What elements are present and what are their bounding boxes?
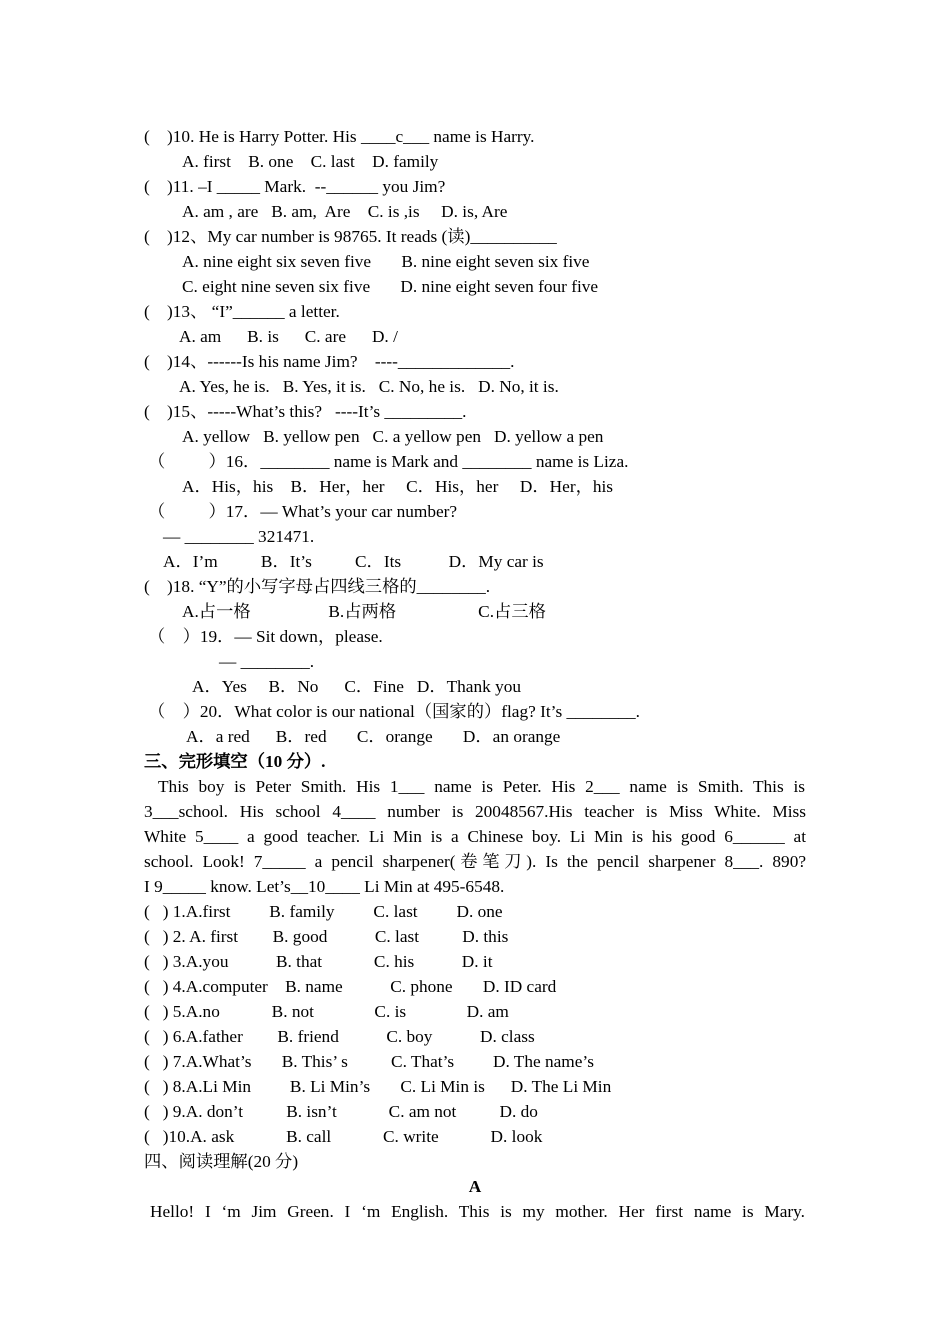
question-15: ( )15、-----What’s this? ----It’s _________. (144, 402, 467, 421)
question-18-options: A.占一格 B.占两格 C.占三格 (182, 602, 546, 621)
cloze-item-7: ( ) 7.A.What’s B. This’ s C. That’s D. The name’s (144, 1052, 594, 1071)
question-18: ( )18. “Y”的小写字母占四线三格的________. (144, 577, 491, 596)
cloze-item-1: ( ) 1.A.first B. family C. last D. one (144, 902, 503, 921)
section-4-heading: 四、阅读理解(20 分) (144, 1152, 299, 1171)
passage-a-label: A (468, 1177, 482, 1196)
cloze-item-9: ( ) 9.A. don’t B. isn’t C. am not D. do (144, 1102, 538, 1121)
question-16: （ ）16．________ name is Mark and ________ name is Liza. (148, 452, 629, 471)
question-15-options: A. yellow B. yellow pen C. a yellow pen D. yellow a pen (182, 427, 604, 446)
cloze-item-4: ( ) 4.A.computer B. name C. phone D. ID card (144, 977, 557, 996)
reading-passage-line-1: Hello! I ‘m Jim Green. I ‘m English. This is my mother. Her first name is Mary. (150, 1202, 805, 1221)
question-17-options: A．I’m B．It’s C．Its D．My car is (163, 552, 544, 571)
question-20-options: A．a red B．red C．orange D．an orange (186, 727, 561, 746)
cloze-item-3: ( ) 3.A.you B. that C. his D. it (144, 952, 493, 971)
question-16-options: A．His，his B．Her，her C．His，her D．Her，his (182, 477, 614, 496)
question-14-options: A. Yes, he is. B. Yes, it is. C. No, he is. D. No, it is. (179, 377, 559, 396)
question-10: ( )10. He is Harry Potter. His ____c___ name is Harry. (144, 127, 535, 146)
question-19-options: A．Yes B．No C．Fine D．Thank you (192, 677, 522, 696)
cloze-passage-line-1: This boy is Peter Smith. His 1___ name is Peter. His 2___ name is Smith. This is (158, 777, 805, 796)
cloze-item-10: ( )10.A. ask B. call C. write D. look (144, 1127, 543, 1146)
question-20: （ ）20．What color is our national（国家的）flag? It’s ________. (148, 702, 640, 721)
question-12: ( )12、My car number is 98765. It reads (读)__________ (144, 227, 557, 246)
question-12-options-ab: A. nine eight six seven five B. nine eight seven six five (182, 252, 590, 271)
question-14: ( )14、------Is his name Jim? ----_____________. (144, 352, 515, 371)
question-12-options-cd: C. eight nine seven six five D. nine eight seven four five (182, 277, 599, 296)
cloze-item-6: ( ) 6.A.father B. friend C. boy D. class (144, 1027, 535, 1046)
cloze-passage-line-4: school. Look! 7_____ a pencil sharpener(卷笔刀). Is the pencil sharpener 8___. 890? (144, 852, 806, 871)
cloze-passage-line-3: White 5____ a good teacher. Li Min is a Chinese boy. Li Min is his good 6______ at (144, 827, 806, 846)
section-3-heading: 三、完形填空（10 分）. (144, 752, 326, 771)
question-11: ( )11. –I _____ Mark. --______ you Jim? (144, 177, 446, 196)
cloze-passage-line-2: 3___school. His school 4____ number is 20048567.His teacher is Miss White. Miss (144, 802, 806, 821)
question-17-answer-line: — ________ 321471. (163, 527, 315, 546)
question-19: （ ）19．— Sit down，please. (148, 627, 383, 646)
cloze-item-8: ( ) 8.A.Li Min B. Li Min’s C. Li Min is D. The Li Min (144, 1077, 612, 1096)
cloze-passage-line-5: I 9_____ know. Let’s__10____ Li Min at 495-6548. (144, 877, 505, 896)
question-13: ( )13、 “I”______ a letter. (144, 302, 340, 321)
cloze-item-2: ( ) 2. A. first B. good C. last D. this (144, 927, 509, 946)
question-13-options: A. am B. is C. are D. / (179, 327, 398, 346)
question-19-answer-line: — ________. (219, 652, 315, 671)
question-10-options: A. first B. one C. last D. family (182, 152, 439, 171)
question-11-options: A. am , are B. am, Are C. is ,is D. is, Are (182, 202, 508, 221)
question-17: （ ）17．— What’s your car number? (148, 502, 458, 521)
cloze-item-5: ( ) 5.A.no B. not C. is D. am (144, 1002, 509, 1021)
